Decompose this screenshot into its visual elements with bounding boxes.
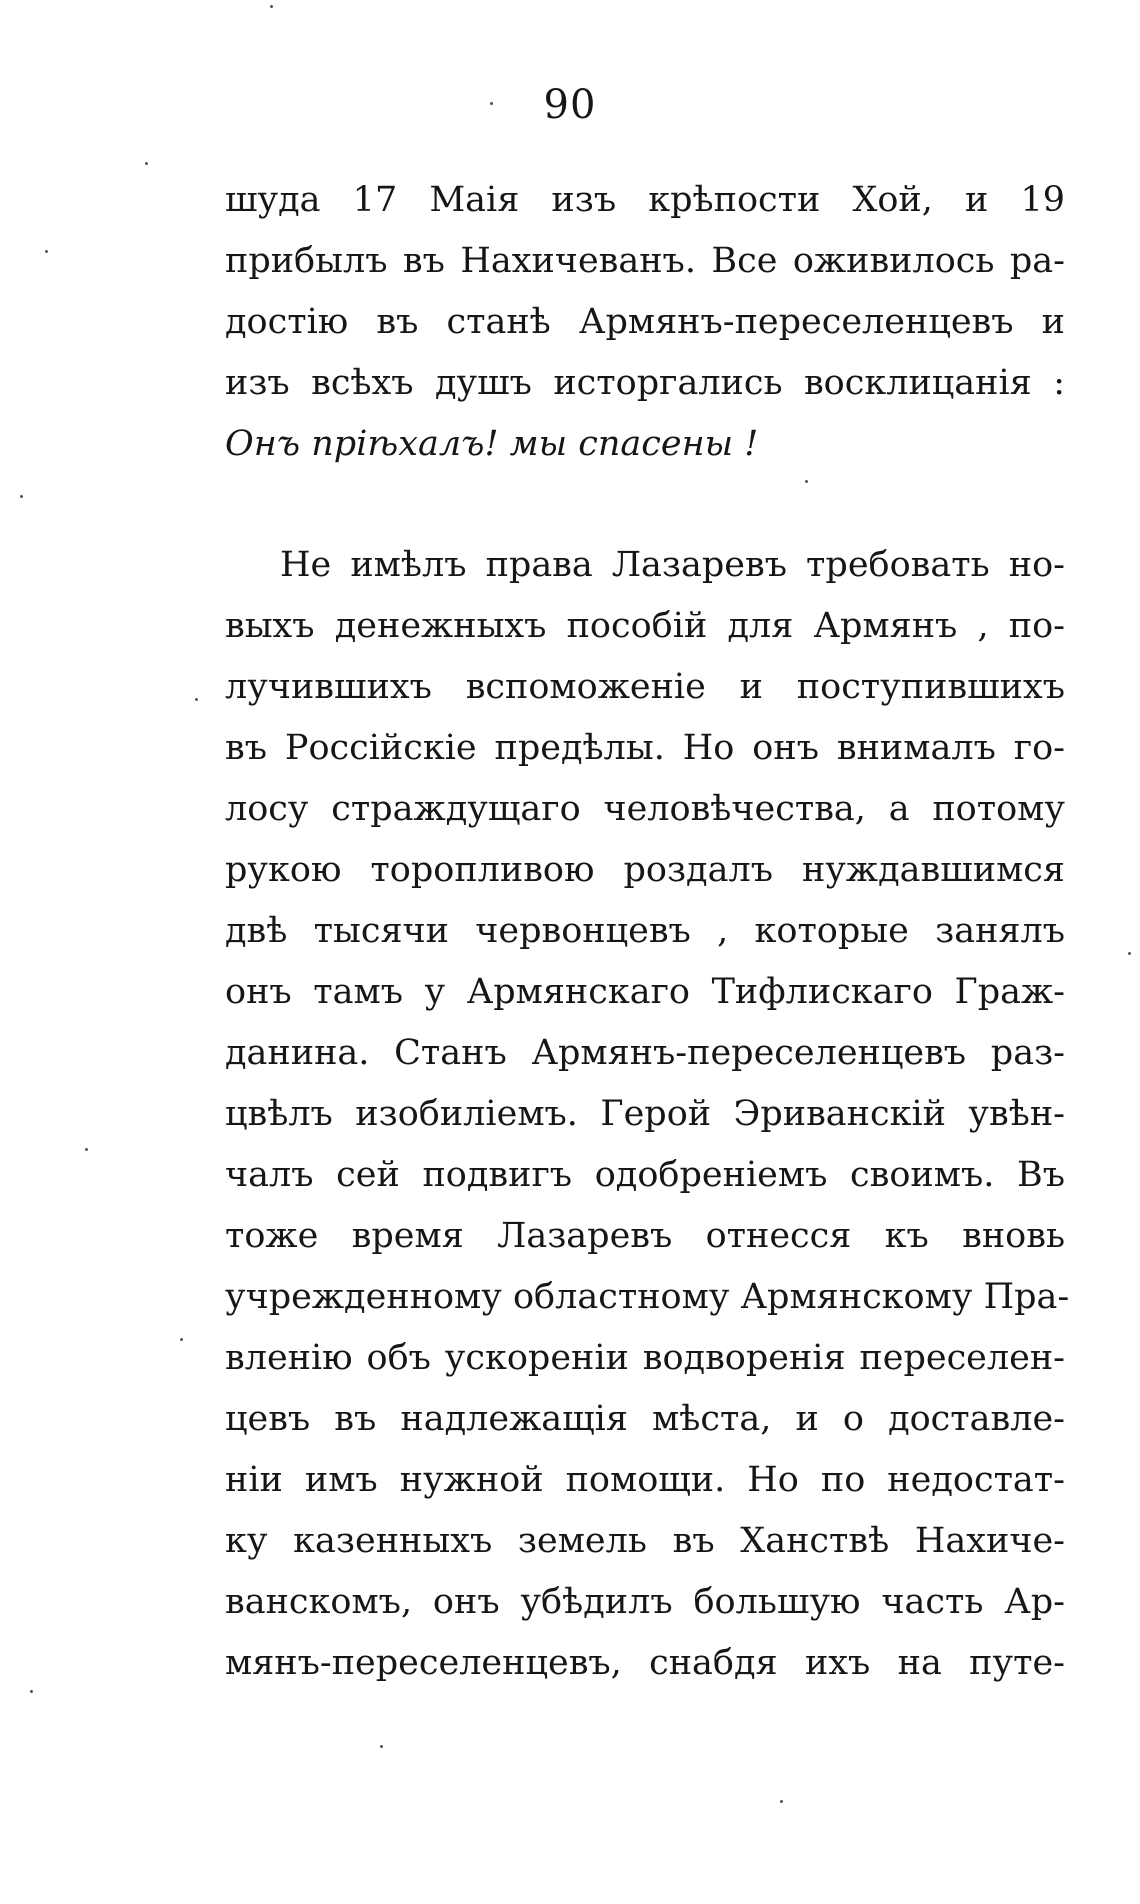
scan-speck bbox=[805, 480, 808, 483]
scan-speck bbox=[45, 250, 48, 253]
text-line: учрежденному областному Армянскому Пра- bbox=[225, 1277, 1070, 1317]
scan-speck bbox=[20, 495, 23, 498]
scan-speck bbox=[490, 102, 493, 105]
text-line: онъ тамъ у Армянскаго Тифлискаго Граж- bbox=[225, 972, 1065, 1012]
scan-speck bbox=[145, 162, 148, 165]
scan-speck bbox=[195, 698, 198, 701]
text-line: достію въ станѣ Армянъ-переселенцевъ и bbox=[225, 302, 1065, 342]
text-line: ку казенныхъ земель въ Ханствѣ Нахиче- bbox=[225, 1521, 1065, 1561]
text-line: лучившихъ вспоможеніе и поступившихъ bbox=[225, 667, 1065, 707]
paragraph-2 bbox=[225, 535, 1070, 1694]
text-line: вленію объ ускореніи водворенія переселен- bbox=[225, 1338, 1065, 1378]
scan-speck bbox=[85, 1148, 88, 1151]
scan-speck bbox=[1128, 952, 1131, 955]
text-line: тоже время Лазаревъ отнесся къ вновь bbox=[225, 1216, 1065, 1256]
text-line: выхъ денежныхъ пособій для Армянъ , по- bbox=[225, 606, 1065, 646]
text-line: цевъ въ надлежащія мѣста, и о доставле- bbox=[225, 1399, 1065, 1439]
scan-speck bbox=[270, 5, 273, 8]
text-line: въ Россійскіе предѣлы. Но онъ внималъ го- bbox=[225, 728, 1065, 768]
paragraph-1 bbox=[225, 170, 1065, 475]
text-line: изъ всѣхъ душъ исторгались восклицанія : bbox=[225, 363, 1065, 403]
text-line: прибылъ въ Нахичеванъ. Все оживилось ра- bbox=[225, 241, 1065, 281]
text-line: двѣ тысячи червонцевъ , которые занялъ bbox=[225, 911, 1065, 951]
text-line: цвѣлъ изобиліемъ. Герой Эриванскій увѣн- bbox=[225, 1094, 1065, 1134]
scan-speck bbox=[780, 1800, 783, 1803]
text-line: мянъ-переселенцевъ, снабдя ихъ на путе- bbox=[225, 1643, 1065, 1683]
text-line: шуда 17 Маія изъ крѣпости Хой, и 19 bbox=[225, 180, 1065, 220]
text-line-italic: Онъ пріѣхалъ! мы спасены ! bbox=[225, 424, 759, 464]
text-line: чалъ сей подвигъ одобреніемъ своимъ. Въ bbox=[225, 1155, 1065, 1195]
text-line: ванскомъ, онъ убѣдилъ большую часть Ар- bbox=[225, 1582, 1065, 1622]
text-line: данина. Станъ Армянъ-переселенцевъ раз- bbox=[225, 1033, 1065, 1073]
page-number: 90 bbox=[543, 82, 597, 128]
text-line: лосу страждущаго человѣчества, а потому bbox=[225, 789, 1065, 829]
scan-speck bbox=[30, 1690, 33, 1693]
text-line: ніи имъ нужной помощи. Но по недостат- bbox=[225, 1460, 1065, 1500]
scan-speck bbox=[380, 1745, 383, 1748]
text-line: рукою торопливою роздалъ нуждавшимся bbox=[225, 850, 1065, 890]
scan-speck bbox=[180, 1338, 183, 1341]
text-line: Не имѣлъ права Лазаревъ требовать но- bbox=[280, 545, 1065, 585]
